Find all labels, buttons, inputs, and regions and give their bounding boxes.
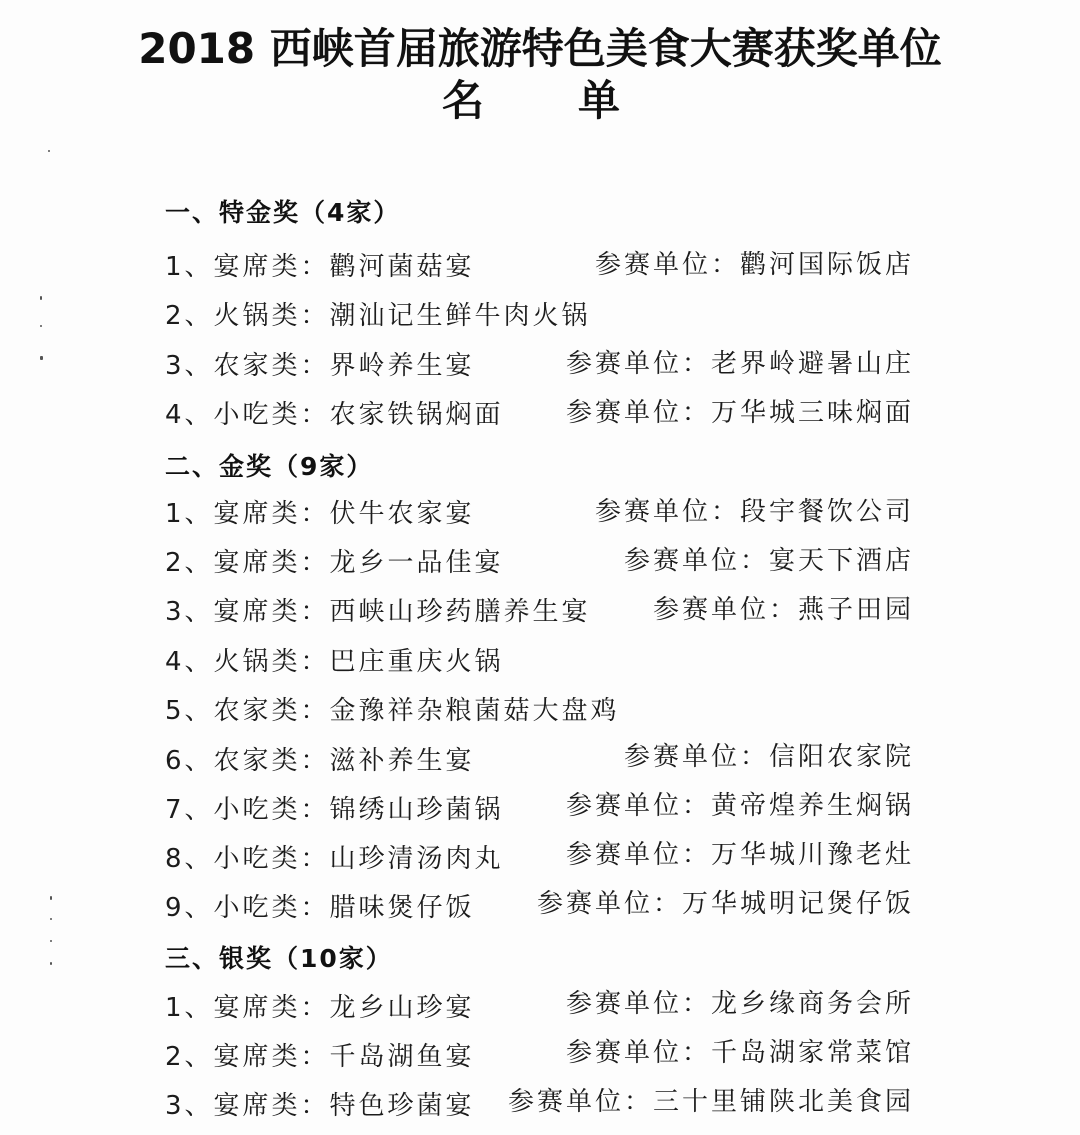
scan-speck (48, 150, 50, 152)
scan-speck (50, 940, 52, 942)
list-item-right: 参赛单位：段宇餐饮公司 (594, 497, 914, 527)
section-heading-silver: 三、银奖（10家） (165, 944, 393, 973)
section-heading-special-gold: 一、特金奖（4家） (165, 198, 401, 227)
list-item-left: 4、小吃类：农家铁锅焖面 (165, 400, 504, 430)
list-item-left: 4、火锅类：巴庄重庆火锅 (165, 647, 504, 677)
list-item-right: 参赛单位：老界岭避暑山庄 (565, 349, 914, 379)
list-item-right: 参赛单位：万华城川豫老灶 (565, 840, 914, 870)
list-item-left: 8、小吃类：山珍清汤肉丸 (165, 844, 504, 874)
list-item-left: 2、宴席类：龙乡一品佳宴 (165, 548, 504, 578)
list-item-left: 7、小吃类：锦绣山珍菌锅 (165, 795, 504, 825)
list-item-left: 2、宴席类：千岛湖鱼宴 (165, 1042, 475, 1072)
list-item-right: 参赛单位：信阳农家院 (623, 742, 914, 772)
scan-speck (50, 896, 52, 900)
document-title: 2018 西峡首届旅游特色美食大赛获奖单位 (138, 24, 942, 73)
list-item-right: 参赛单位：千岛湖家常菜馆 (565, 1038, 914, 1068)
list-item-right: 参赛单位：宴天下酒店 (623, 546, 914, 576)
list-item-right: 参赛单位：黄帝煌养生焖锅 (565, 791, 914, 821)
section-heading-gold: 二、金奖（9家） (165, 452, 374, 481)
scan-speck (40, 325, 42, 327)
document-subtitle: 名单 (442, 76, 715, 125)
scan-speck (40, 296, 42, 300)
list-item-left: 3、农家类：界岭养生宴 (165, 351, 475, 381)
list-item-left: 1、宴席类：鹳河菌菇宴 (165, 252, 475, 282)
list-item-right: 参赛单位：燕子田园 (652, 595, 914, 625)
list-item-left: 1、宴席类：伏牛农家宴 (165, 499, 475, 529)
list-item-left: 1、宴席类：龙乡山珍宴 (165, 993, 475, 1023)
list-item-left: 3、宴席类：特色珍菌宴 (165, 1091, 475, 1121)
list-item-left: 9、小吃类：腊味煲仔饭 (165, 893, 475, 923)
list-item-right: 参赛单位：万华城三味焖面 (565, 398, 914, 428)
scan-speck (50, 962, 52, 965)
list-item-left: 6、农家类：滋补养生宴 (165, 746, 475, 776)
scan-speck (40, 356, 43, 360)
list-item-left: 3、宴席类：西峡山珍药膳养生宴 (165, 597, 591, 627)
list-item-right: 参赛单位：三十里铺陕北美食园 (507, 1087, 914, 1117)
scan-speck (50, 918, 52, 920)
list-item-right: 参赛单位：龙乡缘商务会所 (565, 989, 914, 1019)
list-item-right: 参赛单位：鹳河国际饭店 (594, 250, 914, 280)
list-item-left: 5、农家类：金豫祥杂粮菌菇大盘鸡 (165, 696, 620, 726)
list-item-left: 2、火锅类：潮汕记生鲜牛肉火锅 (165, 301, 591, 331)
list-item-right: 参赛单位：万华城明记煲仔饭 (536, 889, 914, 919)
